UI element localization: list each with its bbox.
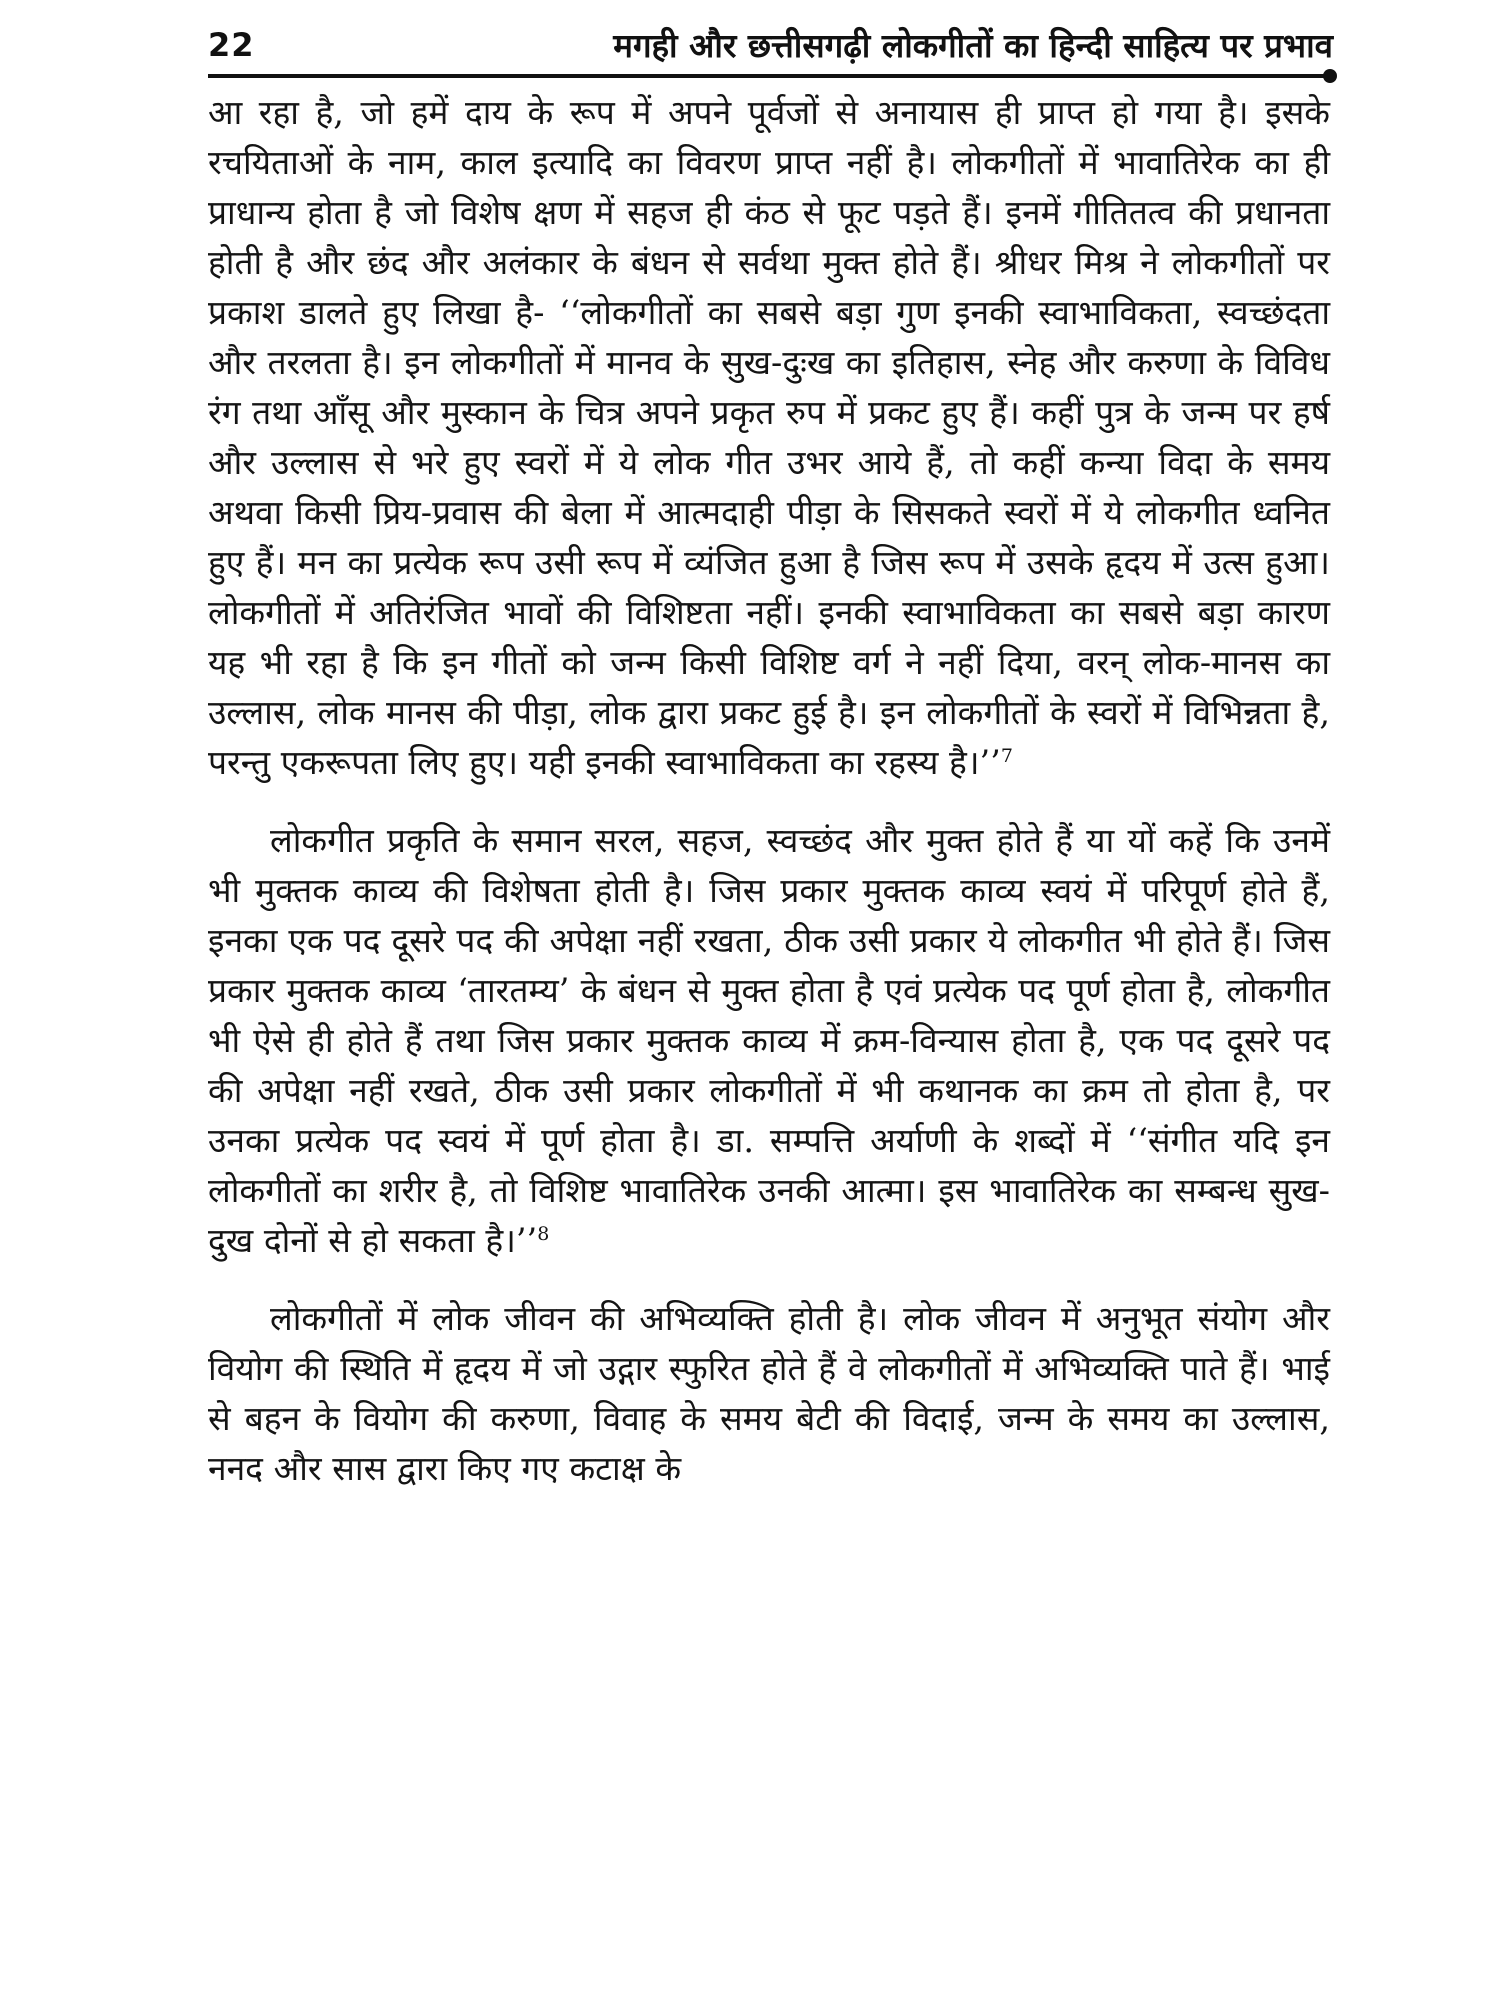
- header-rule: [208, 74, 1328, 78]
- header-rule-end-dot: [1323, 69, 1337, 83]
- paragraph-2: [208, 816, 1330, 1266]
- page-header: [208, 22, 1333, 74]
- running-title: मगही और छत्तीसगढ़ी लोकगीतों का हिन्दी साहित्य पर प्रभाव: [613, 26, 1333, 65]
- paragraph-1-text: आ रहा है, जो हमें दाय के रूप में अपने पूर्वजों से अनायास ही प्राप्त हो गया है। इसके रचयिताओं के नाम, काल इत्यादि का विवरण प्राप्त नहीं है। लोकगीतों में भावातिरेक का ही प्राधान्य होता है जो विशेष क्षण में सहज ही कंठ से फूट पड़ते हैं। इनमें गीतितत्व की प्रधानता होती है और छंद और अलंकार के बंधन से सर्वथा मुक्त होते हैं। श्रीधर मिश्र ने लोकगीतों पर प्रकाश डालते हुए लिखा है- ‘‘लोकगीतों का सबसे बड़ा गुण इनकी स्वाभाविकता, स्वच्छंदता और तरलता है। इन लोकगीतों में मानव के सुख-दुःख का इतिहास, स्नेह और करुणा के विविध रंग तथा आँसू और मुस्कान के चित्र अपने प्रकृत रुप में प्रकट हुए हैं। कहीं पुत्र के जन्म पर हर्ष और उल्लास से भरे हुए स्वरों में ये लोक गीत उभर आये हैं, तो कहीं कन्या विदा के समय अथवा किसी प्रिय-प्रवास की बेला में आत्मदाही पीड़ा के सिसकते स्वरों में ये लोकगीत ध्वनित हुए हैं। मन का प्रत्येक रूप उसी रूप में व्यंजित हुआ है जिस रूप में उसके हृदय में उत्स हुआ। लोकगीतों में अतिरंजित भावों की विशिष्टता नहीं। इनकी स्वाभाविकता का सबसे बड़ा कारण यह भी रहा है कि इन गीतों को जन्म किसी विशिष्ट वर्ग ने नहीं दिया, वरन् लोक-मानस का उल्लास, लोक मानस की पीड़ा, लोक द्वारा प्रकट हुई है। इन लोकगीतों के स्वरों में विभिन्नता है, परन्तु एकरूपता लिए हुए। यही इनकी स्वाभाविकता का रहस्य है।’’: [208, 93, 1331, 782]
- paragraph-1: [208, 88, 1330, 788]
- paragraph-3-text: लोकगीतों में लोक जीवन की अभिव्यक्ति होती है। लोक जीवन में अनुभूत संयोग और वियोग की स्थिति में हृदय में जो उद्गार स्फुरित होते हैं वे लोकगीतों में अभिव्यक्ति पाते हैं। भाई से बहन के वियोग की करुणा, विवाह के समय बेटी की विदाई, जन्म के समय का उल्लास, ननद और सास द्वारा किए गए कटाक्ष के: [208, 1299, 1330, 1488]
- paragraph-2-text: लोकगीत प्रकृति के समान सरल, सहज, स्वच्छंद और मुक्त होते हैं या यों कहें कि उनमें भी मुक्तक काव्य की विशेषता होती है। जिस प्रकार मुक्तक काव्य स्वयं में परिपूर्ण होते हैं, इनका एक पद दूसरे पद की अपेक्षा नहीं रखता, ठीक उसी प्रकार ये लोकगीत भी होते हैं। जिस प्रकार मुक्तक काव्य ‘तारतम्य’ के बंधन से मुक्त होता है एवं प्रत्येक पद पूर्ण होता है, लोकगीत भी ऐसे ही होते हैं तथा जिस प्रकार मुक्तक काव्य में क्रम-विन्यास होता है, एक पद दूसरे पद की अपेक्षा नहीं रखते, ठीक उसी प्रकार लोकगीतों में भी कथानक का क्रम तो होता है, पर उनका प्रत्येक पद स्वयं में पूर्ण होता है। डा. सम्पत्ति अर्याणी के शब्दों में ‘‘संगीत यदि इन लोकगीतों का शरीर है, तो विशिष्ट भावातिरेक उनकी आत्मा। इस भावातिरेक का सम्बन्ध सुख-दुख दोनों से हो सकता है।’’: [208, 821, 1330, 1260]
- footnote-ref-8: 8: [537, 1222, 550, 1245]
- page-number: 22: [208, 26, 255, 64]
- footnote-ref-7: 7: [1000, 744, 1013, 767]
- paragraph-3: [208, 1294, 1330, 1494]
- body-text: [208, 88, 1330, 1522]
